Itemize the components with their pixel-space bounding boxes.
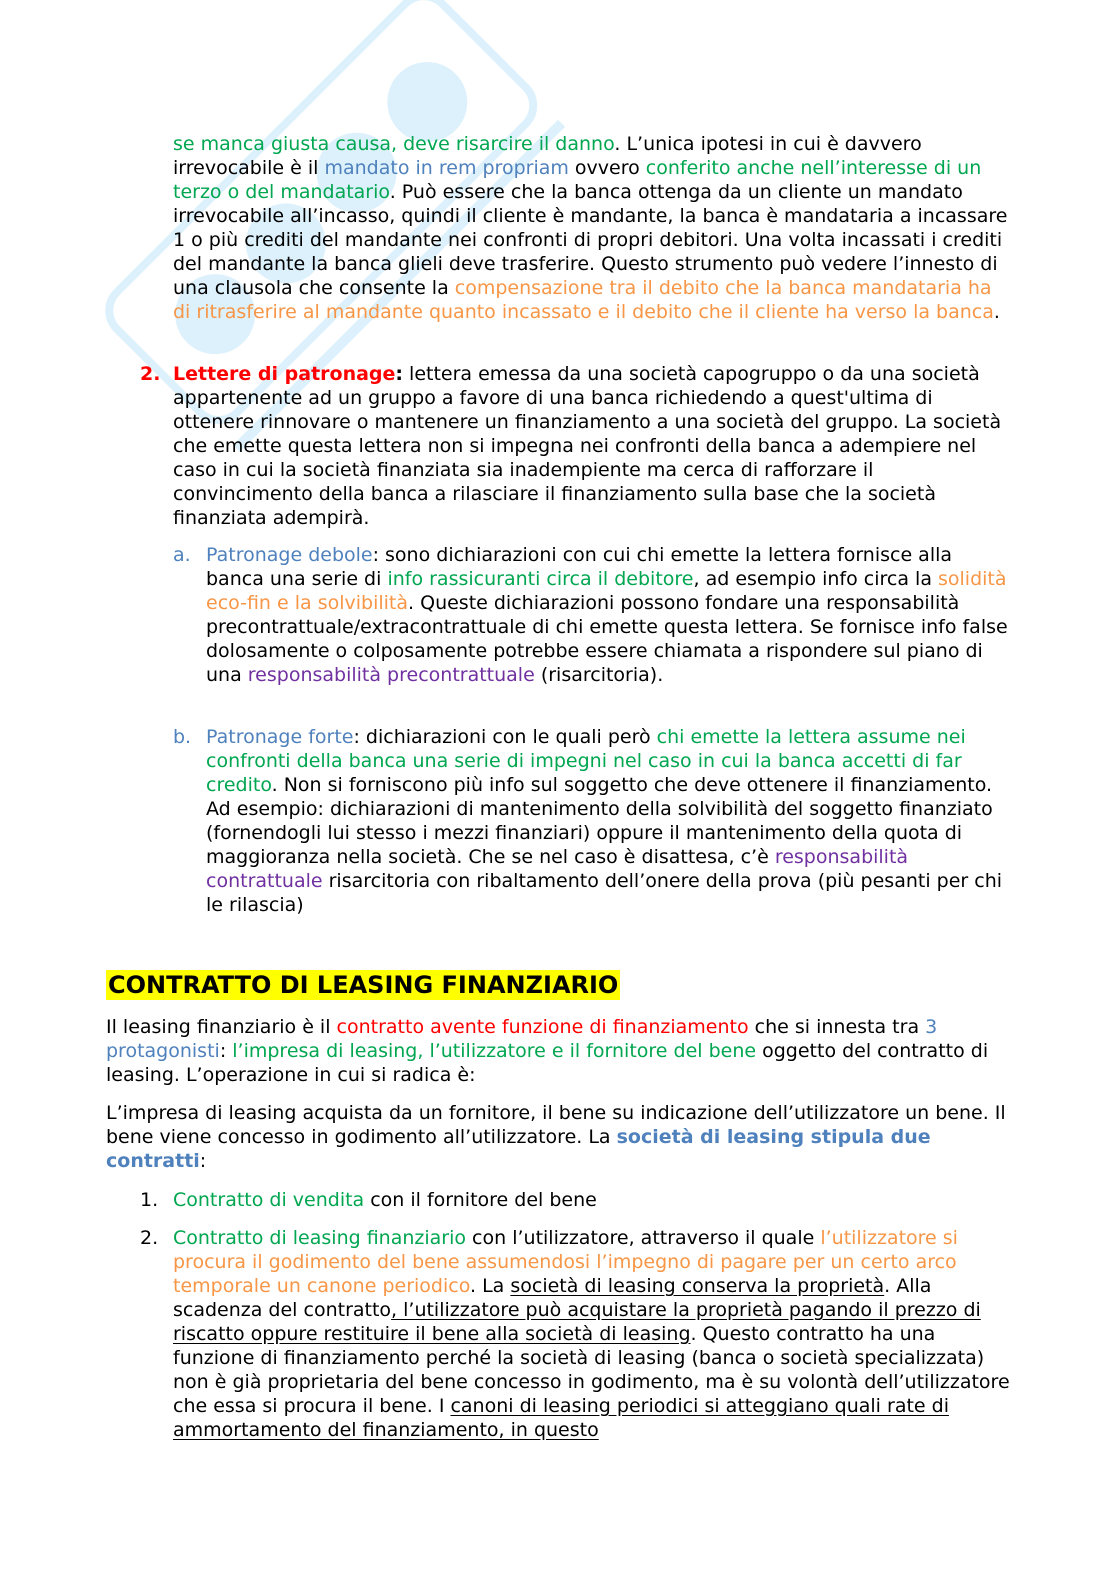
forte-impegni: chi emette la lettera assume nei confronti della banca una serie di impegni nel caso in cui la banca accetti di far credito [206,726,966,796]
mandato-text-1: . L’unica ipotesi in cui è davvero irrevocabile è il [173,133,922,179]
section-heading-leasing: CONTRATTO DI LEASING FINANZIARIO [108,971,619,999]
patronage-body: lettera emessa da una società capogruppo o da una società appartenente ad un gruppo a favore di una banca richiedendo a quest'ultima di ottenere rinnovare o mantenere un finanziamento a una società del gruppo. La società che emette questa lettera non si impegna nei confronti della banca a adempiere nel caso in cui la società finanziata sia inadempiente ma cerca di rafforzare il convincimento della banca a rilasciare il finanziamento sulla base che la società finanziata adempirà. [173,363,1002,529]
list-number-2: 2. [140,363,161,385]
leasing-protagonisti-list: l’impresa di leasing, l’utilizzatore e il fornitore del bene [232,1040,757,1062]
debole-text-3: . Queste dichiarazioni possono fondare una responsabilità precontrattuale/extracontrattuale di chi emette questa lettera. Se fornisce info false dolosamente o colposamente potrebbe essere chiamata a rispondere sul piano di una [206,592,1008,686]
prezzo-di-riscatto: , l’utilizzatore può acquistare la proprietà pagando il prezzo di riscatto oppure restituire il bene alla società di leasing [173,1299,981,1345]
leasing-p1-text-1: Il leasing finanziario è il [106,1016,337,1038]
leasing-p1-text-2: che si innesta tra [748,1016,926,1038]
leasing-item2-text-2: . La [470,1275,511,1297]
patronage-title: Lettere di patronage [173,363,396,385]
mandato-text-2: ovvero [568,157,646,179]
mandato-giusta-causa: se manca giusta causa, deve risarcire il danno [173,133,615,155]
leasing-p1-text-4: oggetto del contratto di leasing. L’operazione in cui si radica è: [106,1040,989,1086]
contratto-di-vendita: Contratto di vendita [173,1189,365,1211]
leasing-item-1 [173,1188,1013,1212]
leasing-p2-text-1: L’impresa di leasing acquista da un fornitore, il bene su indicazione dell’utilizzatore un bene. Il bene viene concesso in godimento all’utilizzatore. La [106,1102,1006,1148]
leasing-p1-text-3: : [219,1040,233,1062]
patronage-debole-paragraph [206,543,1013,687]
leasing-paragraph-1 [106,1015,1013,1087]
debole-responsabilita: responsabilità precontrattuale [247,664,535,686]
debole-text-4: (risarcitoria). [534,664,664,686]
forte-text-1: : dichiarazioni con le quali però [353,726,657,748]
leasing-p2-text-2: : [199,1150,207,1172]
forte-responsabilita: responsabilità contrattuale [206,846,909,892]
mandato-text-3: . Può essere che la banca ottenga da un cliente un mandato irrevocabile all’incasso, quindi il cliente è mandante, la banca è mandataria a incassare 1 o più crediti del mandante nei confronti di propri debitori. Una volta incassati i crediti del mandante la banca glieli deve trasferire. Questo strumento può vedere l’innesto di una clausola che consente la [173,181,1008,299]
canoni-di-leasing: canoni di leasing periodici si atteggiano quali rate di ammortamento del finanziamento, in questo [173,1395,949,1441]
leasing-item1-text: con il fornitore del bene [364,1189,597,1211]
patronage-forte-paragraph [206,725,1013,917]
leasing-item-2 [173,1226,1013,1442]
leasing-list-number-1: 1. [140,1189,159,1211]
contratto-leasing-finanziario: Contratto di leasing finanziario [173,1227,467,1249]
patronage-debole-title: Patronage debole [206,544,373,566]
sublist-letter-b: b. [173,726,192,748]
mandato-compensazione: compensazione tra il debito che la banca mandataria ha di ritrasferire al mandante quanto incassato e il debito che il cliente ha verso la banca [173,277,994,323]
mandato-text-4: . [993,301,1000,323]
debole-text-1: : sono dichiarazioni con cui chi emette la lettera fornisce alla banca una serie di [206,544,953,590]
leasing-due-contratti: società di leasing stipula due contratti [106,1126,931,1172]
debole-text-2: , ad esempio info circa la [693,568,938,590]
leasing-list-number-2: 2. [140,1227,159,1249]
patronage-colon: : [395,363,404,385]
leasing-item2-text-4: . Questo contratto ha una funzione di finanziamento perché la società di leasing (banca o società specializzata) non è già proprietaria del bene concesso in godimento, ma è su volontà dell’utilizzatore che essa si procura il bene. I [173,1323,1010,1417]
patronage-paragraph [173,362,1013,530]
mandato-in-rem-propriam: mandato in rem propriam [324,157,569,179]
leasing-item2-text-3: . Alla scadenza del contratto [173,1275,932,1321]
patronage-forte-title: Patronage forte [206,726,354,748]
forte-text-2: . Non si forniscono più info sul soggetto che deve ottenere il finanziamento. Ad esempio: dichiarazioni di mantenimento della solvibilità del soggetto finanziato (fornendogli lui stesso i mezzi finanziari) oppure il mantenimento della quota di maggioranza nella società. Che se nel caso è disattesa, c’è [206,774,993,868]
conserva-proprieta: società di leasing conserva la proprietà [510,1275,885,1297]
debole-info-rassicuranti: info rassicuranti circa il debitore [387,568,694,590]
leasing-3-protagonisti: 3 protagonisti [106,1016,938,1062]
mandato-paragraph [173,132,1013,324]
debole-solidita: solidità eco-fin e la solvibilità [206,568,1007,614]
utilizzatore-godimento: l’utilizzatore si procura il godimento del bene assumendosi l’impegno di pagare per un certo arco temporale un canone periodico [173,1227,958,1297]
leasing-paragraph-2 [106,1101,1013,1173]
sublist-letter-a: a. [173,544,191,566]
forte-text-3: risarcitoria con ribaltamento dell’onere della prova (più pesanti per chi le rilascia) [206,870,1003,916]
leasing-contratto-funzione: contratto avente funzione di finanziamento [336,1016,749,1038]
mandato-interesse-terzo: conferito anche nell’interesse di un terzo o del mandatario [173,157,982,203]
leasing-item2-text-1: con l’utilizzatore, attraverso il quale [466,1227,821,1249]
